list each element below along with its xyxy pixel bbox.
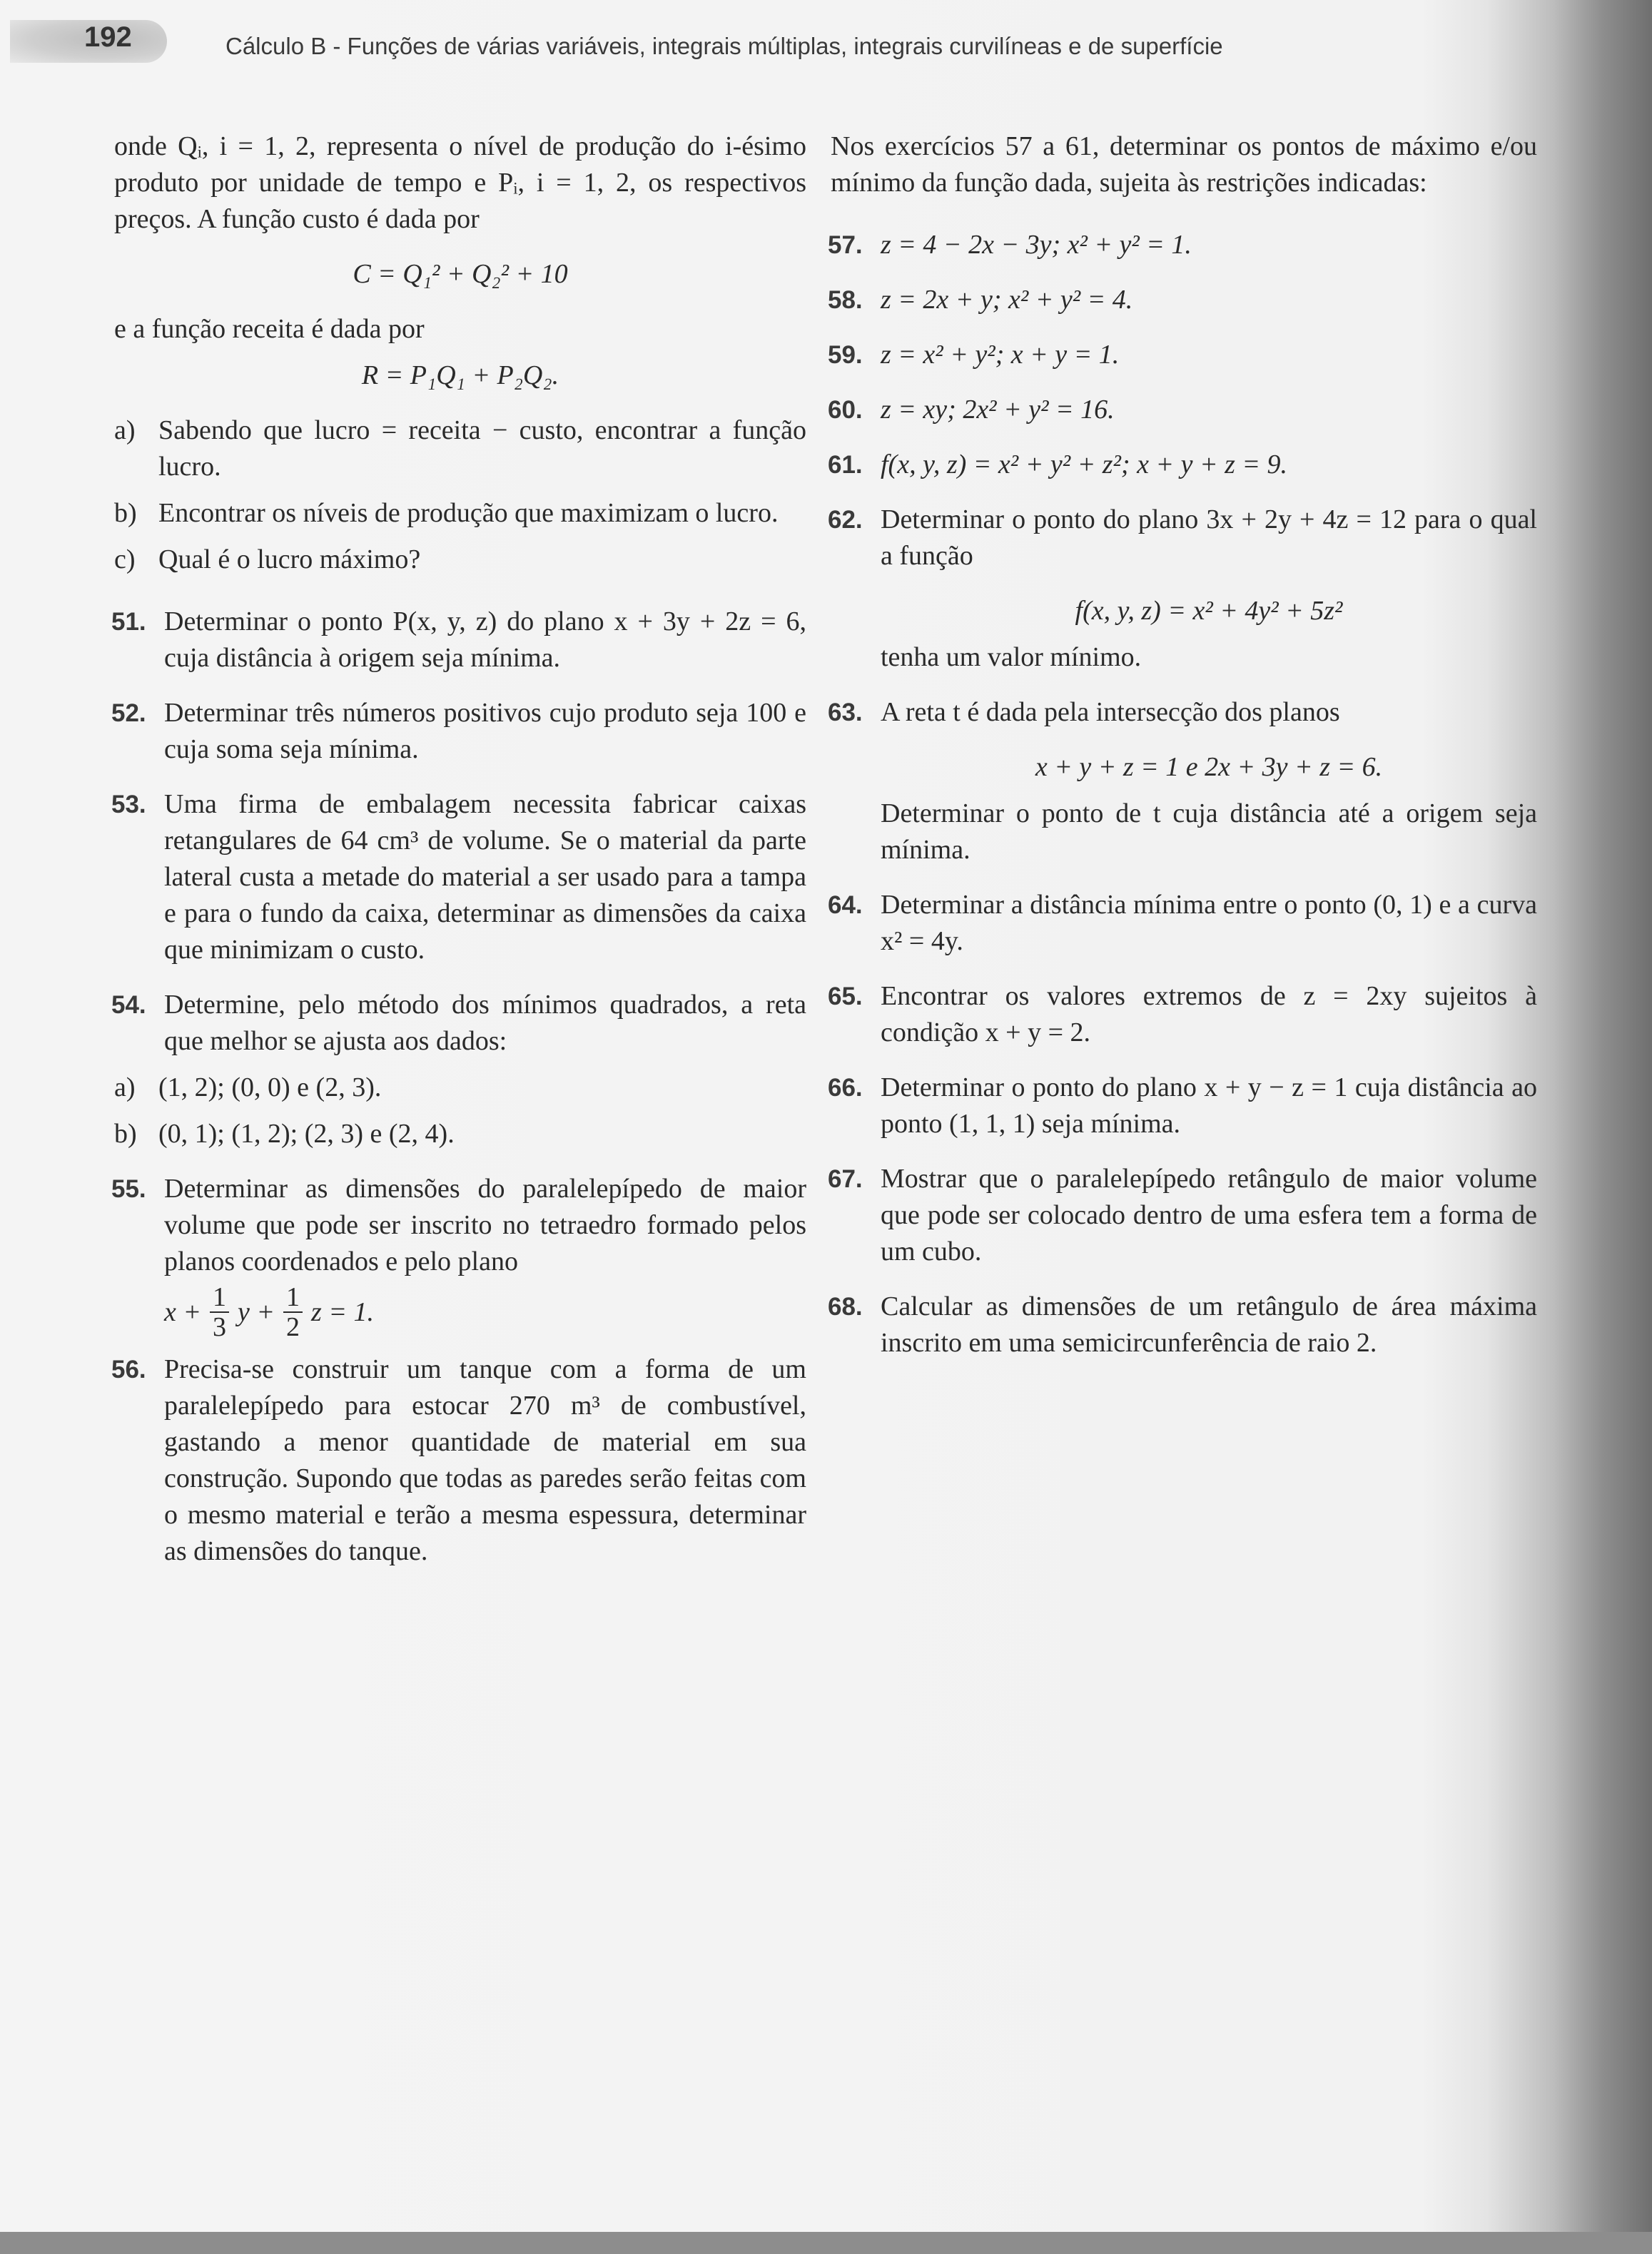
- exercise-59: [828, 337, 1537, 373]
- right-column: [828, 128, 1537, 1361]
- item-c-text: Qual é o lucro máximo?: [158, 544, 421, 574]
- exercise-51: [111, 604, 806, 676]
- denominator: 3: [213, 1312, 227, 1342]
- denominator: 2: [286, 1312, 300, 1342]
- exercise-65: [828, 978, 1537, 1051]
- exercise-number: 63.: [828, 699, 863, 726]
- exercise-text: z = 2x + y; x² + y² = 4.: [881, 285, 1133, 315]
- fraction: [210, 1283, 229, 1341]
- objective-function: f(x, y, z) = x² + 4y² + 5z²: [1075, 596, 1343, 626]
- item-b-text: Encontrar os níveis de produção que maximizam o lucro.: [158, 498, 779, 528]
- exercise-number: 65.: [828, 983, 863, 1010]
- item-text: (1, 2); (0, 0) e (2, 3).: [158, 1072, 382, 1102]
- item-label: a): [114, 1072, 136, 1102]
- exercise-text-tail: Determinar o ponto de t cuja distância até a origem seja mínima.: [881, 798, 1537, 865]
- exercise-text: Calcular as dimensões de um retângulo de área máxima inscrito em uma semicircunferência de raio 2.: [881, 1291, 1537, 1358]
- revenue-equation: R = P₁Q₁ + P₂Q₂.: [361, 360, 559, 390]
- exercise-53: [111, 786, 806, 968]
- exercise-text: Mostrar que o paralelepípedo retângulo de maior volume que pode ser colocado dentro de uma esfera tem a forma de um cubo.: [881, 1164, 1537, 1266]
- left-column: [111, 128, 806, 1570]
- exercise-number: 53.: [111, 791, 146, 818]
- exercise-68: [828, 1289, 1537, 1361]
- numerator: 1: [283, 1283, 303, 1313]
- exercise-number: 68.: [828, 1293, 863, 1321]
- exercise-number: 61.: [828, 451, 863, 479]
- exercise-text: Determinar o ponto P(x, y, z) do plano x + 3y + 2z = 6, cuja distância à origem seja mínima.: [164, 606, 806, 673]
- exercise-56: [111, 1351, 806, 1570]
- exercise-55: [111, 1171, 806, 1280]
- right-intro: Nos exercícios 57 a 61, determinar os pontos de máximo e/ou mínimo da função dada, sujeita às restrições indicadas:: [831, 131, 1537, 198]
- fraction: [283, 1283, 303, 1341]
- eq-part: y +: [238, 1296, 275, 1327]
- exercise-number: 64.: [828, 891, 863, 919]
- exercise-number: 66.: [828, 1074, 863, 1102]
- exercise-text: Encontrar os valores extremos de z = 2xy sujeitos à condição x + y = 2.: [881, 981, 1537, 1047]
- exercise-number: 57.: [828, 231, 863, 259]
- planes-equation: x + y + z = 1 e 2x + 3y + z = 6.: [1035, 752, 1383, 782]
- exercise-61: [828, 447, 1537, 483]
- exercise-text: z = x² + y²; x + y = 1.: [881, 340, 1120, 370]
- exercise-54-a: [114, 1070, 806, 1106]
- exercise-text: z = xy; 2x² + y² = 16.: [881, 395, 1115, 425]
- exercise-number: 62.: [828, 506, 863, 534]
- exercise-54-b: [114, 1116, 806, 1152]
- item-a-text: Sabendo que lucro = receita − custo, encontrar a função lucro.: [158, 415, 806, 482]
- exercise-number: 58.: [828, 286, 863, 314]
- exercise-text: Determinar a distância mínima entre o ponto (0, 1) e a curva x² = 4y.: [881, 890, 1537, 956]
- exercise-number: 60.: [828, 396, 863, 424]
- item-a: [114, 412, 806, 485]
- exercise-57: [828, 227, 1537, 263]
- exercise-number: 56.: [111, 1356, 146, 1384]
- scan-bottom-edge: [0, 2232, 1652, 2254]
- page-number: 192: [84, 21, 132, 53]
- item-b-label: b): [114, 498, 137, 528]
- exercise-64: [828, 887, 1537, 960]
- exercise-text-tail: tenha um valor mínimo.: [881, 642, 1142, 672]
- exercise-number: 55.: [111, 1175, 146, 1203]
- exercise-text: Uma firma de embalagem necessita fabricar caixas retangulares de 64 cm³ de volume. Se o material da parte lateral custa a metade do material a ser usado para a tampa e para o fundo da caixa, determinar as dimensões da caixa que minimizam o custo.: [164, 789, 806, 965]
- exercise-text: Determinar o ponto do plano 3x + 2y + 4z = 12 para o qual a função: [881, 504, 1537, 571]
- exercise-number: 54.: [111, 991, 146, 1019]
- exercise-62: [828, 502, 1537, 676]
- eq-part: z = 1.: [311, 1296, 374, 1327]
- item-c-label: c): [114, 544, 136, 574]
- exercise-text: Determine, pelo método dos mínimos quadrados, a reta que melhor se ajusta aos dados:: [164, 990, 806, 1056]
- exercise-67: [828, 1161, 1537, 1270]
- revenue-intro: e a função receita é dada por: [114, 314, 425, 344]
- exercise-text: A reta t é dada pela intersecção dos planos: [881, 697, 1340, 727]
- item-a-label: a): [114, 415, 136, 445]
- exercise-number: 51.: [111, 608, 146, 636]
- numerator: 1: [210, 1283, 229, 1313]
- exercise-text: Determinar as dimensões do paralelepípedo de maior volume que pode ser inscrito no tetraedro formado pelos planos coordenados e pelo plano: [164, 1174, 806, 1276]
- item-b: [114, 495, 806, 532]
- plane-equation: [114, 1283, 806, 1341]
- exercise-52: [111, 695, 806, 768]
- exercise-text: z = 4 − 2x − 3y; x² + y² = 1.: [881, 230, 1192, 260]
- exercise-66: [828, 1070, 1537, 1142]
- eq-part: x +: [164, 1296, 202, 1327]
- exercise-number: 52.: [111, 699, 146, 727]
- exercise-number: 59.: [828, 341, 863, 369]
- exercise-text: Determinar o ponto do plano x + y − z = 1 cuja distância ao ponto (1, 1, 1) seja mínima.: [881, 1072, 1537, 1139]
- exercise-58: [828, 282, 1537, 318]
- running-title: Cálculo B - Funções de várias variáveis, integrais múltiplas, integrais curvilíneas e de superfície: [225, 33, 1223, 59]
- exercise-number: 67.: [828, 1165, 863, 1193]
- exercise-text: Determinar três números positivos cujo produto seja 100 e cuja soma seja mínima.: [164, 698, 806, 764]
- exercise-54: [111, 987, 806, 1060]
- intro-paragraph: onde Qᵢ, i = 1, 2, representa o nível de produção do i-ésimo produto por unidade de tempo e Pᵢ, i = 1, 2, os respectivos preços. A função custo é dada por: [114, 131, 806, 234]
- exercise-text: f(x, y, z) = x² + y² + z²; x + y + z = 9.: [881, 450, 1288, 479]
- item-c: [114, 542, 806, 578]
- cost-equation: C = Q₁² + Q₂² + 10: [353, 259, 568, 289]
- page-header: [0, 14, 1499, 71]
- exercise-60: [828, 392, 1537, 428]
- item-text: (0, 1); (1, 2); (2, 3) e (2, 4).: [158, 1119, 455, 1149]
- item-label: b): [114, 1119, 137, 1149]
- exercise-63: [828, 694, 1537, 868]
- exercise-text: Precisa-se construir um tanque com a forma de um paralelepípedo para estocar 270 m³ de combustível, gastando a menor quantidade de material em sua construção. Supondo que todas as paredes serão feitas com o mesmo material e terão a mesma espessura, determinar as dimensões do tanque.: [164, 1354, 806, 1566]
